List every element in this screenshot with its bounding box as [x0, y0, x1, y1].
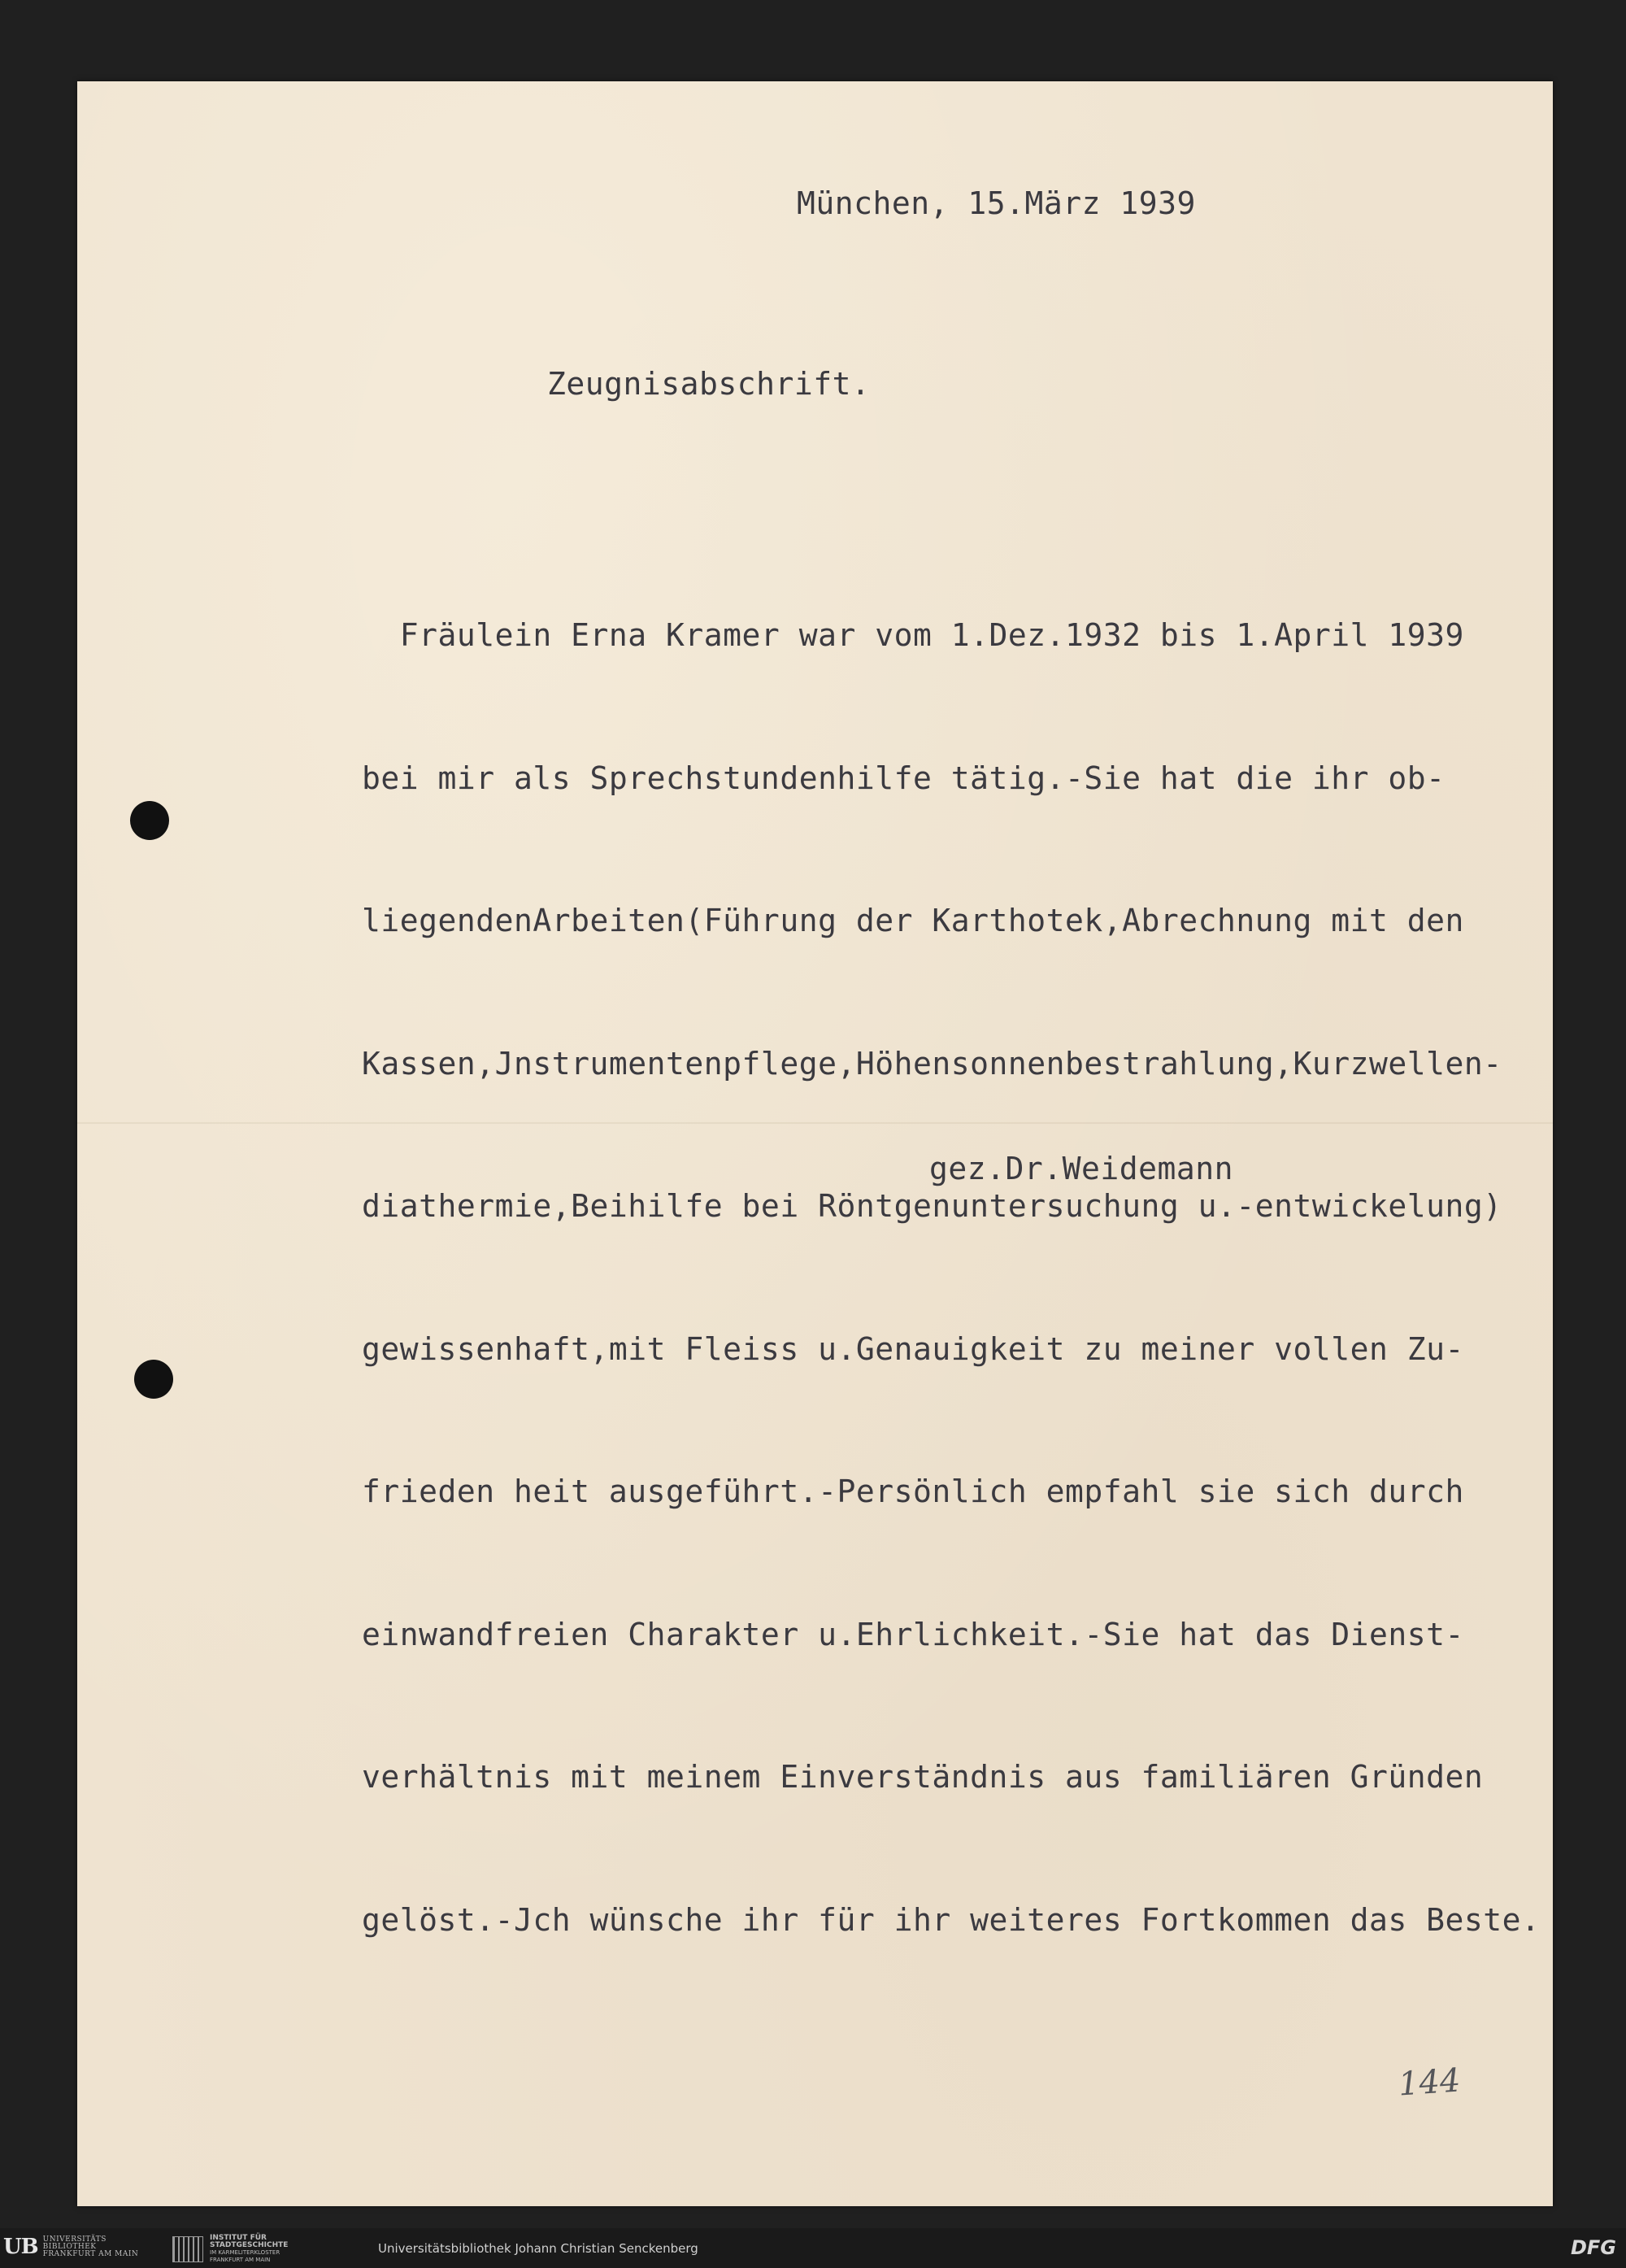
- body-line: diathermie,Beihilfe bei Röntgenuntersuchung u.-entwickelung): [362, 1188, 1502, 1224]
- archive-footer-bar: [0, 2228, 1626, 2268]
- library-caption: Universitätsbibliothek Johann Christian Senckenberg: [378, 2241, 698, 2256]
- body-line: einwandfreien Charakter u.Ehrlichkeit.-Sie hat das Dienst-: [362, 1616, 1464, 1652]
- ub-logo-mark: UB: [3, 2235, 38, 2259]
- ub-logo-line: UNIVERSITÄTS: [42, 2235, 107, 2244]
- body-line: liegendenArbeiten(Führung der Karthotek,Abrechnung mit den: [362, 903, 1464, 938]
- dfg-logo: DFG: [1570, 2236, 1616, 2259]
- document-page: [77, 81, 1553, 2206]
- body-line: gewissenhaft,mit Fleiss u.Genauigkeit zu meiner vollen Zu-: [362, 1330, 1464, 1367]
- ub-logo-line: FRANKFURT AM MAIN: [42, 2249, 139, 2258]
- body-line: bei mir als Sprechstundenhilfe tätig.-Sie hat die ihr ob-: [362, 760, 1446, 796]
- institute-logo-line: IM KARMELITERKLOSTER: [210, 2249, 280, 2256]
- institute-building-icon: [172, 2236, 203, 2262]
- institute-logo-line: STADTGESCHICHTE: [210, 2241, 289, 2249]
- body-line: Kassen,Jnstrumentenpflege,Höhensonnenbestrahlung,Kurzwellen-: [362, 1045, 1502, 1082]
- ub-logo-line: BIBLIOTHEK: [42, 2242, 97, 2251]
- letter-body: [362, 516, 1540, 2039]
- punch-hole: [134, 1360, 173, 1399]
- institute-logo-line: FRANKFURT AM MAIN: [210, 2257, 271, 2263]
- institute-logo-text: [210, 2235, 288, 2264]
- body-line: frieden heit ausgeführt.-Persönlich empfahl sie sich durch: [362, 1474, 1464, 1509]
- institute-logo-line: INSTITUT FÜR: [210, 2234, 267, 2242]
- punch-hole: [130, 801, 169, 840]
- handwritten-folio-number: 144: [1397, 2061, 1462, 2104]
- ub-library-logo: [3, 2235, 138, 2259]
- ub-logo-text: [43, 2236, 139, 2258]
- document-heading: Zeugnisabschrift.: [547, 366, 871, 402]
- body-line: verhältnis mit meinem Einverständnis aus familiären Gründen: [362, 1759, 1484, 1795]
- signature-line: gez.Dr.Weidemann: [929, 1151, 1234, 1186]
- body-line: gelöst.-Jch wünsche ihr für ihr weiteres Fortkommen das Beste.: [362, 1901, 1541, 1938]
- body-line: Fräulein Erna Kramer war vom 1.Dez.1932 bis 1.April 1939: [362, 617, 1464, 653]
- institute-logo: [172, 2235, 288, 2264]
- date-line: München, 15.März 1939: [797, 185, 1196, 221]
